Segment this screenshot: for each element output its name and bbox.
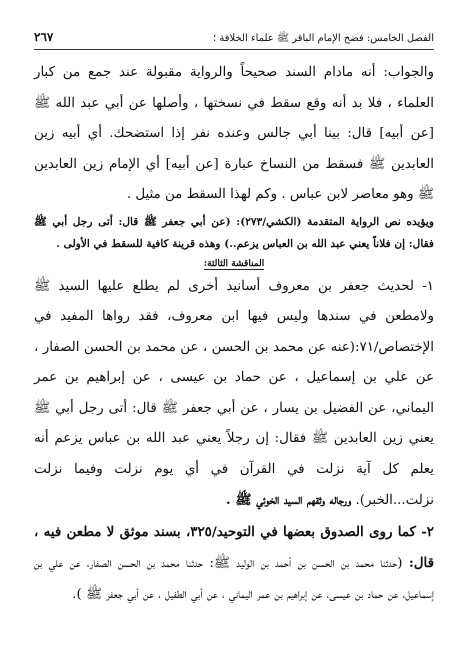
section-heading [34, 258, 434, 271]
paragraph-point-one [34, 272, 434, 517]
point-one-tail: ورجاله وثقهم السيد الخوئي ﷺ . [226, 492, 352, 508]
section-heading-text: المناقشة الثالثة: [203, 258, 265, 269]
header-title: الفصل الخامس: فضح الإمام الباقر ﷺ علماء الخلافة ؛ [213, 33, 434, 44]
paragraph-answer: والجواب: أنه مادام السند صحيحاً والرواية مقبولة عند جمع من كبار العلماء ، فلا بد أنه وقع سقط في نسختها ، وأصلها عن أبي عبد الله ﷺ [عن أبيه] قال: بينا أبي جالس وعنده نفر إذا استضحك. أي أبيه زين العابدين ﷺ فسقط من النساخ عبارة [عن أبيه] أي الإمام زين العابدين ﷺ وهو معاصر لابن عباس . وكم لهذا السقط من مثيل . [34, 65, 434, 202]
point-one-text: ١- لحديث جعفر بن معروف أسانيد أخرى لم يطلع عليها السيد ﷺ ولامطعن في سندها وليس فيها ابن معروف، فقد رواها المفيد في الإختصاص/٧١:(عنه عن محمد بن الحسن ، عن محمد بن الحسن الصفار ، عن علي بن إسماعيل ، عن حماد بن عيسى ، عن إبراهيم بن عمر اليماني، عن الفضيل بن يسار ، عن أبي جعفر ﷺ قال: أتى رجل أبي ﷺ يعني زين العابدين ﷺ فقال: إن رجلاً يعني عبد الله بن عباس يزعم أنه يعلم كل آية نزلت في القرآن في أي يوم نزلت وفيما نزلت نزلت...الخبر). [34, 278, 434, 508]
paragraph-point-two [34, 517, 434, 611]
paragraph-supporting-text: ويؤيده نص الرواية المتقدمة (الكشي/٢٧٣): (عن أبي جعفر ﷺ قال: أتى رجل أبي ﷺ فقال: إن فلاناً يعني عبد الله بن العباس يزعم..) وهذه قرينة كافية للسقط في الأولى . [34, 215, 434, 250]
point-two-lead: ٢- كما روى الصدوق بعضها في التوحيد/٣٢٥، بسند موثق لا مطعن فيه ، قال: [34, 523, 434, 571]
running-header [34, 30, 434, 50]
point-two-text: (حدثنا محمد بن الحسن بن أحمد بن الوليد ﷺ: حدثنا محمد بن الحسن الصفار، عن علي بن إسماعيل، عن حماد بن عيسى، عن إبراهيم بن عمر اليماني ، عن أبي الطفيل ، عن أبي جعفر ﷺ ). [34, 556, 434, 602]
page-number: ٢٦٧ [34, 30, 54, 44]
document-page [34, 30, 434, 650]
